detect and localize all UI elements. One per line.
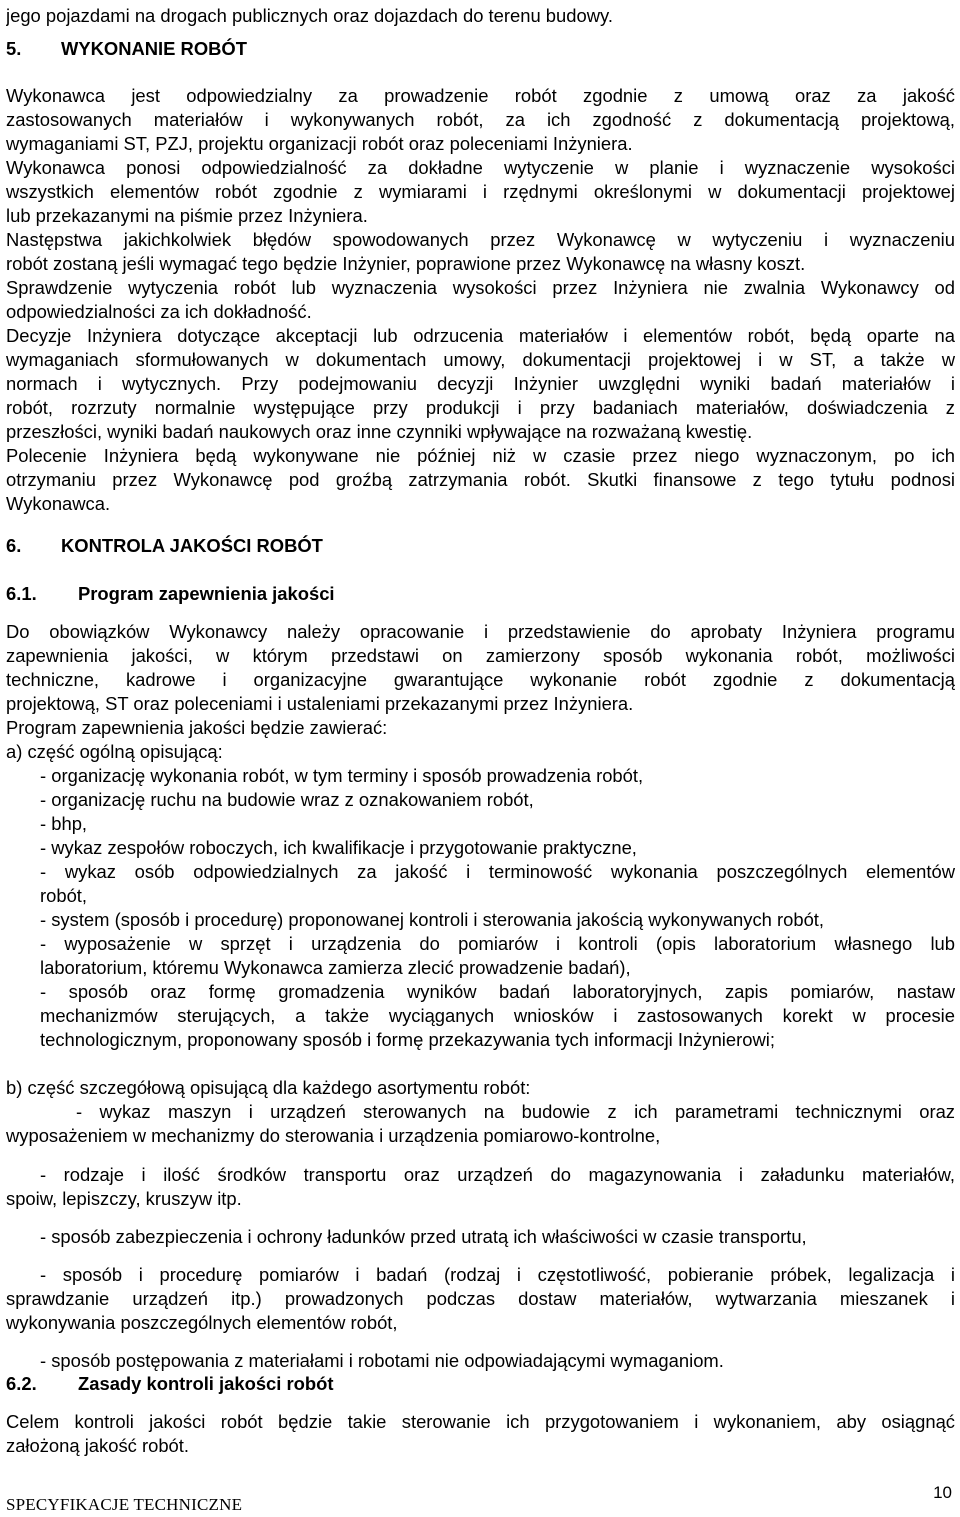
paragraph-line: jego pojazdami na drogach publicznych oraz dojazdach do terenu budowy. (6, 5, 613, 26)
list-item: - system (sposób i procedurę) proponowanej kontroli i sterowania jakością wykonywanych robót, (40, 909, 825, 930)
paragraph-line: otrzymaniu przez Wykonawcę pod groźbą zatrzymania robót. Skutki finansowe z tego tytułu podnosi (6, 469, 955, 490)
paragraph-line: zapewnienia jakości, w którym przedstawi on zamierzony sposób wykonania robót, możliwości (6, 645, 955, 666)
paragraph-line: Do obowiązków Wykonawcy należy opracowanie i przedstawienie do aprobaty Inżyniera programu (6, 621, 955, 642)
list-item: - sposób zabezpieczenia i ochrony ładunków przed utratą ich właściwości w czasie transportu, (40, 1226, 807, 1247)
paragraph-line: Wykonawca. (6, 493, 111, 514)
list-item: - bhp, (40, 813, 88, 834)
paragraph-line: Polecenie Inżyniera będą wykonywane nie później niż w czasie przez niego wyznaczonym, po ich (6, 445, 955, 466)
list-heading: a) część ogólną opisującą: (6, 741, 223, 762)
paragraph-line: Sprawdzenie wytyczenia robót lub wyznaczenia wysokości przez Inżyniera nie zwalnia Wykonawcy od (6, 277, 955, 298)
paragraph-line: Następstwa jakichkolwiek błędów spowodowanych przez Wykonawcę w wytyczeniu i wyznaczeniu (6, 229, 955, 250)
paragraph-line: Program zapewnienia jakości będzie zawierać: (6, 717, 388, 738)
list-item: - sposób oraz formę gromadzenia wyników badań laboratoryjnych, zapis pomiarów, nastaw (40, 981, 955, 1002)
paragraph-line: Wykonawca jest odpowiedzialny za prowadzenie robót zgodnie z umową oraz za jakość (6, 85, 955, 106)
subsection-heading: Program zapewnienia jakości (78, 583, 335, 604)
list-item-continuation: technologicznym, proponowany sposób i formę przekazywania tych informacji Inżynierowi; (40, 1029, 775, 1050)
list-item: - rodzaje i ilość środków transportu oraz urządzeń do magazynowania i załadunku materiałów, (40, 1164, 955, 1185)
paragraph-line: wymaganiach sformułowanych w dokumentach umowy, dokumentacji projektowej i w ST, a także w (6, 349, 955, 370)
paragraph-line: robót, rozrzuty normalnie występujące przy produkcji i przy badaniach materiałów, doświadczenia z (6, 397, 955, 418)
list-item-continuation: spoiw, lepiszczy, kruszyw itp. (6, 1188, 242, 1209)
list-item: - wykaz zespołów roboczych, ich kwalifikacje i przygotowanie praktyczne, (40, 837, 637, 858)
list-item: - wyposażenie w sprzęt i urządzenia do pomiarów i kontroli (opis laboratorium własnego lub (40, 933, 955, 954)
list-item: - wykaz maszyn i urządzeń sterowanych na budowie z ich parametrami technicznymi oraz (76, 1101, 955, 1122)
subsection-number: 6.1. (6, 583, 37, 604)
list-item: - organizację ruchu na budowie wraz z oznakowaniem robót, (40, 789, 534, 810)
list-item-continuation: robót, (40, 885, 88, 906)
subsection-number: 6.2. (6, 1373, 37, 1394)
list-item-continuation: laboratorium, któremu Wykonawca zamierza zlecić prowadzenie badań), (40, 957, 631, 978)
list-item: - sposób postępowania z materiałami i robotami nie odpowiadającymi wymaganiom. (40, 1350, 724, 1371)
footer-title: SPECYFIKACJE TECHNICZNE (6, 1495, 243, 1514)
list-item: - wykaz osób odpowiedzialnych za jakość i terminowość wykonania poszczególnych elementów (40, 861, 955, 882)
paragraph-line: normach i wytycznych. Przy podejmowaniu decyzji Inżynier uwzględni wyniki badań materiałów i (6, 373, 955, 394)
paragraph-line: projektową, ST oraz poleceniami i ustaleniami przekazanymi przez Inżyniera. (6, 693, 634, 714)
paragraph-line: techniczne, kadrowe i organizacyjne gwarantujące wykonanie robót zgodnie z dokumentacją (6, 669, 955, 690)
paragraph-line: założoną jakość robót. (6, 1435, 189, 1456)
list-item: - sposób i procedurę pomiarów i badań (rodzaj i częstotliwość, pobieranie próbek, legalizacja i (40, 1264, 955, 1285)
paragraph-line: wszystkich elementów robót zgodnie z wymiarami i rzędnymi określonymi w dokumentacji projektowej (6, 181, 955, 202)
section-number: 6. (6, 535, 22, 556)
list-heading: b) część szczegółową opisującą dla każdego asortymentu robót: (6, 1077, 531, 1098)
list-item-continuation: wykonywania poszczególnych elementów robót, (6, 1312, 398, 1333)
section-heading: KONTROLA JAKOŚCI ROBÓT (61, 535, 323, 556)
paragraph-line: lub przekazanymi na piśmie przez Inżyniera. (6, 205, 368, 226)
paragraph-line: Celem kontroli jakości robót będzie takie sterowanie ich przygotowaniem i wykonaniem, aby osiągnąć (6, 1411, 955, 1432)
list-item-continuation: sprawdzanie urządzeń itp.) prowadzonych podczas dostaw materiałów, wytwarzania mieszanek i (6, 1288, 955, 1309)
paragraph-line: wymaganiami ST, PZJ, projektu organizacji robót oraz poleceniami Inżyniera. (6, 133, 633, 154)
section-number: 5. (6, 38, 22, 59)
paragraph-line: odpowiedzialności za ich dokładność. (6, 301, 312, 322)
paragraph-line: Decyzje Inżyniera dotyczące akceptacji lub odrzucenia materiałów i elementów robót, będą oparte na (6, 325, 955, 346)
paragraph-line: przeszłości, wyniki badań naukowych oraz inne czynniki wpływające na rozważaną kwestię. (6, 421, 753, 442)
subsection-heading: Zasady kontroli jakości robót (78, 1373, 334, 1394)
section-heading: WYKONANIE ROBÓT (61, 38, 247, 59)
page-number: 10 (933, 1483, 952, 1502)
paragraph-line: robót zostaną jeśli wymagać tego będzie Inżynier, poprawione przez Wykonawcę na własny koszt. (6, 253, 806, 274)
list-item-continuation: mechanizmów sterujących, a także wyciąganych wniosków i zastosowanych korekt w procesie (40, 1005, 955, 1026)
list-item-continuation: wyposażeniem w mechanizmy do sterowania i urządzenia pomiarowo-kontrolne, (6, 1125, 661, 1146)
list-item: - organizację wykonania robót, w tym terminy i sposób prowadzenia robót, (40, 765, 644, 786)
paragraph-line: Wykonawca ponosi odpowiedzialność za dokładne wytyczenie w planie i wyznaczenie wysokości (6, 157, 955, 178)
paragraph-line: zastosowanych materiałów i wykonywanych robót, za ich zgodność z dokumentacją projektową, (6, 109, 955, 130)
